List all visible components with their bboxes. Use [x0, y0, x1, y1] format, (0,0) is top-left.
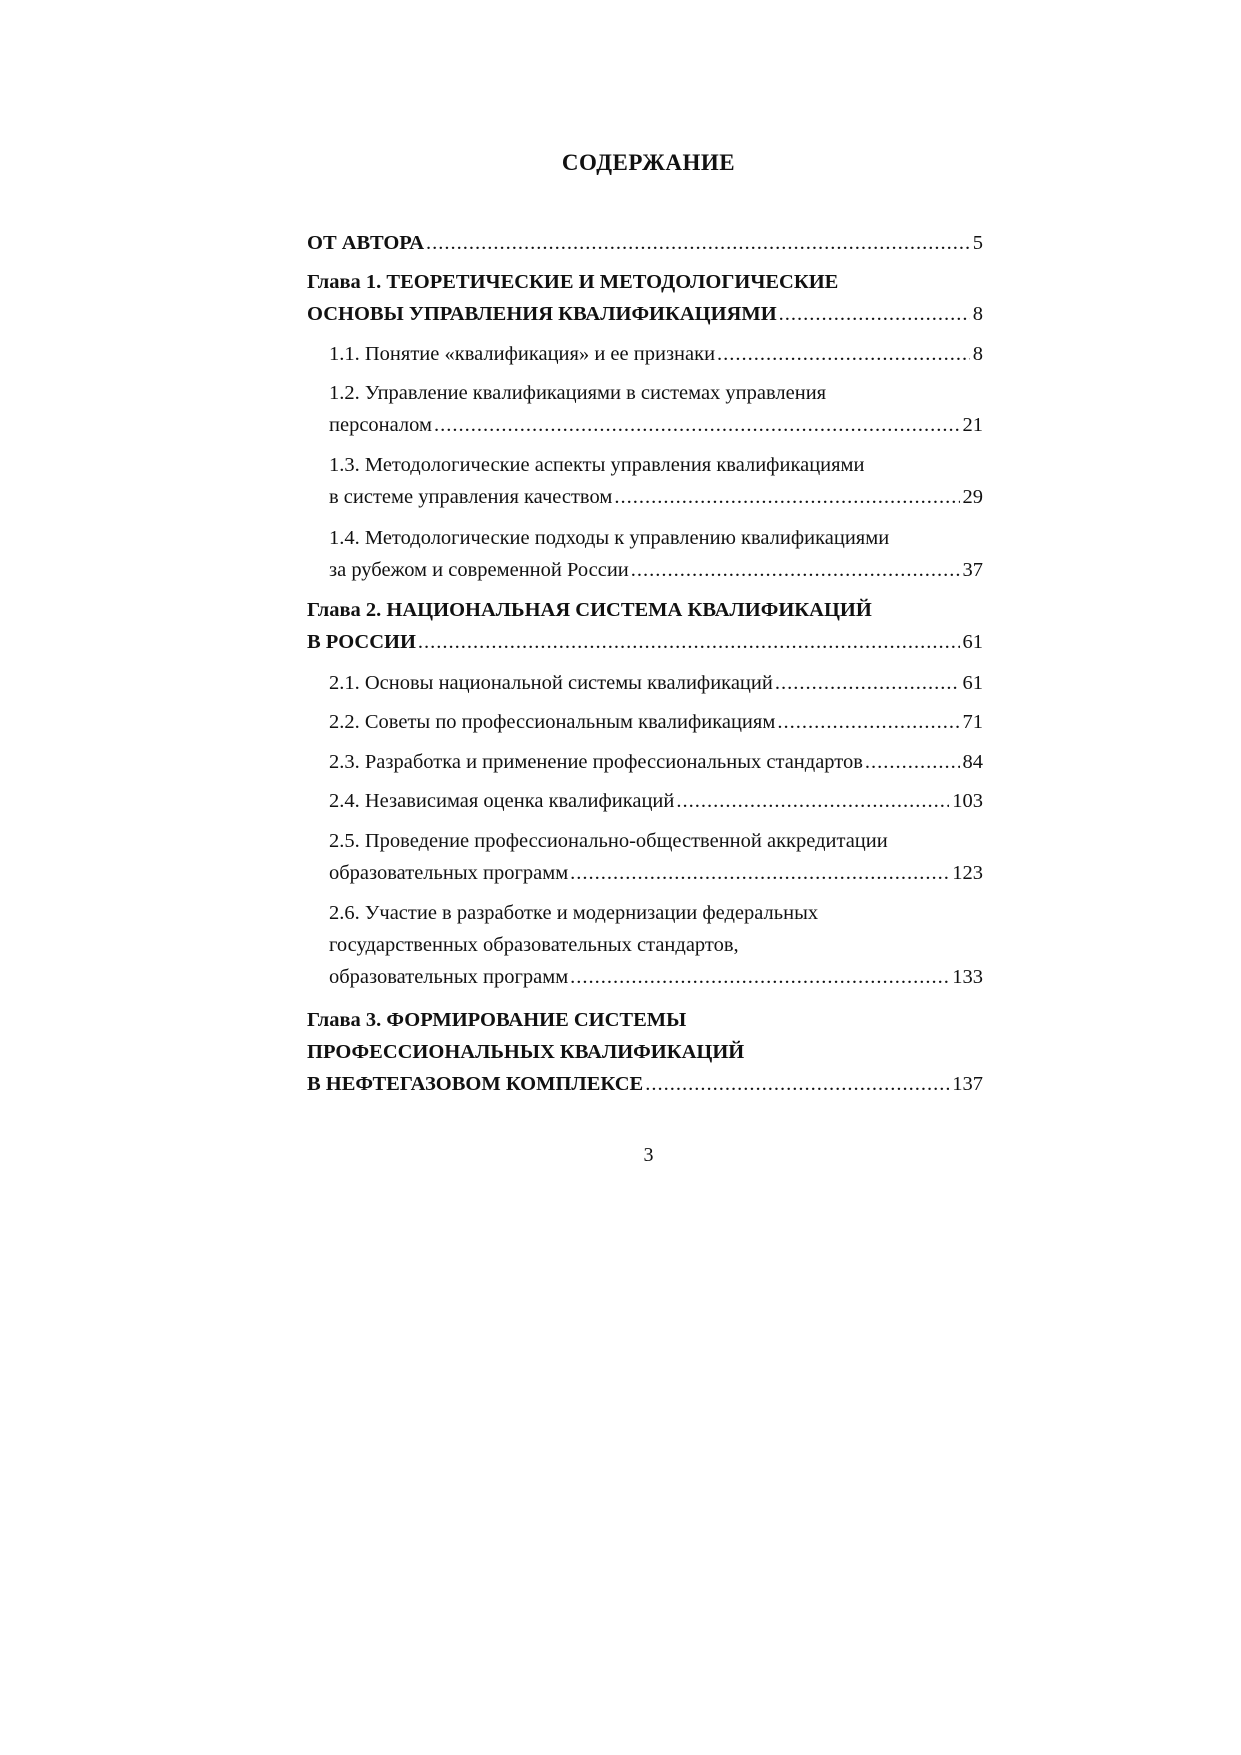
toc-entry-title: 2.3. Разработка и применение профессиональных стандартов [329, 751, 863, 773]
toc-entry-title-line: ПРОФЕССИОНАЛЬНЫХ КВАЛИФИКАЦИЙ [307, 1041, 745, 1063]
toc-entry-title-line: В РОССИИ [307, 631, 416, 653]
toc-entry-page: 61 [962, 631, 983, 653]
toc-entry-section-2-5[interactable] [329, 825, 983, 889]
toc-entry-title-line: Глава 2. НАЦИОНАЛЬНАЯ СИСТЕМА КВАЛИФИКАЦИЙ [307, 599, 872, 621]
toc-entry-title-line: Глава 1. ТЕОРЕТИЧЕСКИЕ И МЕТОДОЛОГИЧЕСКИЕ [307, 271, 839, 293]
dot-leader [614, 481, 959, 513]
toc-entry-title-line: 1.3. Методологические аспекты управления квалификациями [329, 454, 865, 476]
toc-entry-title: 2.1. Основы национальной системы квалификаций [329, 672, 773, 694]
toc-entry-page: 21 [962, 414, 983, 436]
toc-entry-section-1-1[interactable] [329, 338, 983, 370]
toc-entry-title-line: Глава 3. ФОРМИРОВАНИЕ СИСТЕМЫ [307, 1009, 687, 1031]
toc-entry-page: 71 [962, 711, 983, 733]
toc-entry-section-2-4[interactable] [329, 785, 983, 817]
toc-title: СОДЕРЖАНИЕ [561, 150, 736, 175]
toc-entry-title: ОТ АВТОРА [307, 232, 425, 254]
toc-entry-section-1-2[interactable] [329, 377, 983, 441]
toc-entry-title-line: 2.5. Проведение профессионально-общественной аккредитации [329, 830, 888, 852]
toc-entry-page: 5 [972, 232, 983, 254]
toc-entry-page: 137 [952, 1073, 983, 1095]
toc-entry-title: 1.1. Понятие «квалификация» и ее признаки [329, 343, 716, 365]
dot-leader [631, 554, 960, 586]
toc-entry-section-1-4[interactable] [329, 522, 983, 586]
dot-leader [645, 1068, 949, 1100]
toc-entry-chapter-2[interactable] [307, 594, 983, 658]
toc-entry-title-line: образовательных программ [329, 966, 569, 988]
toc-entry-page: 84 [962, 751, 983, 773]
toc-entry-title-line: образовательных программ [329, 862, 569, 884]
toc-entry-page: 133 [952, 966, 983, 988]
page-number: 3 [643, 1144, 654, 1166]
toc-entry-title: 2.4. Независимая оценка квалификаций [329, 790, 675, 812]
toc-entry-title-line: государственных образовательных стандартов, [329, 934, 739, 956]
dot-leader [777, 706, 959, 738]
toc-entry-title-line: ОСНОВЫ УПРАВЛЕНИЯ КВАЛИФИКАЦИЯМИ [307, 303, 777, 325]
dot-leader [570, 961, 949, 993]
toc-entry-page: 8 [972, 343, 983, 365]
toc-entry-page: 123 [952, 862, 983, 884]
toc-entry-title-line: персоналом [329, 414, 432, 436]
toc-entry-section-2-6[interactable] [329, 897, 983, 993]
toc-entry-page: 103 [952, 790, 983, 812]
toc-entry-chapter-3[interactable] [307, 1004, 983, 1100]
dot-leader [426, 227, 970, 259]
toc-entry-title-line: в системе управления качеством [329, 486, 613, 508]
toc-entry-author-preface[interactable] [307, 227, 983, 259]
dot-leader [717, 338, 970, 370]
toc-entry-section-2-2[interactable] [329, 706, 983, 738]
toc-entry-page: 29 [962, 486, 983, 508]
toc-entry-title-line: В НЕФТЕГАЗОВОМ КОМПЛЕКСЕ [307, 1073, 644, 1095]
toc-entry-title-line: за рубежом и современной России [329, 559, 629, 581]
toc-entry-section-1-3[interactable] [329, 449, 983, 513]
toc-entry-section-2-3[interactable] [329, 746, 983, 778]
toc-entry-chapter-1[interactable] [307, 266, 983, 330]
toc-entry-page: 37 [962, 559, 983, 581]
toc-entry-page: 61 [962, 672, 983, 694]
toc-entry-title: 2.2. Советы по профессиональным квалификациям [329, 711, 776, 733]
toc-entry-title-line: 1.2. Управление квалификациями в системах управления [329, 382, 827, 404]
toc-entry-section-2-1[interactable] [329, 667, 983, 699]
toc-entry-title-line: 1.4. Методологические подходы к управлению квалификациями [329, 527, 890, 549]
dot-leader [418, 626, 960, 658]
toc-entry-page: 8 [972, 303, 983, 325]
dot-leader [434, 409, 960, 441]
dot-leader [779, 298, 970, 330]
dot-leader [570, 857, 949, 889]
toc-entry-title-line: 2.6. Участие в разработке и модернизации федеральных [329, 902, 819, 924]
dot-leader [775, 667, 960, 699]
dot-leader [865, 746, 960, 778]
dot-leader [676, 785, 949, 817]
